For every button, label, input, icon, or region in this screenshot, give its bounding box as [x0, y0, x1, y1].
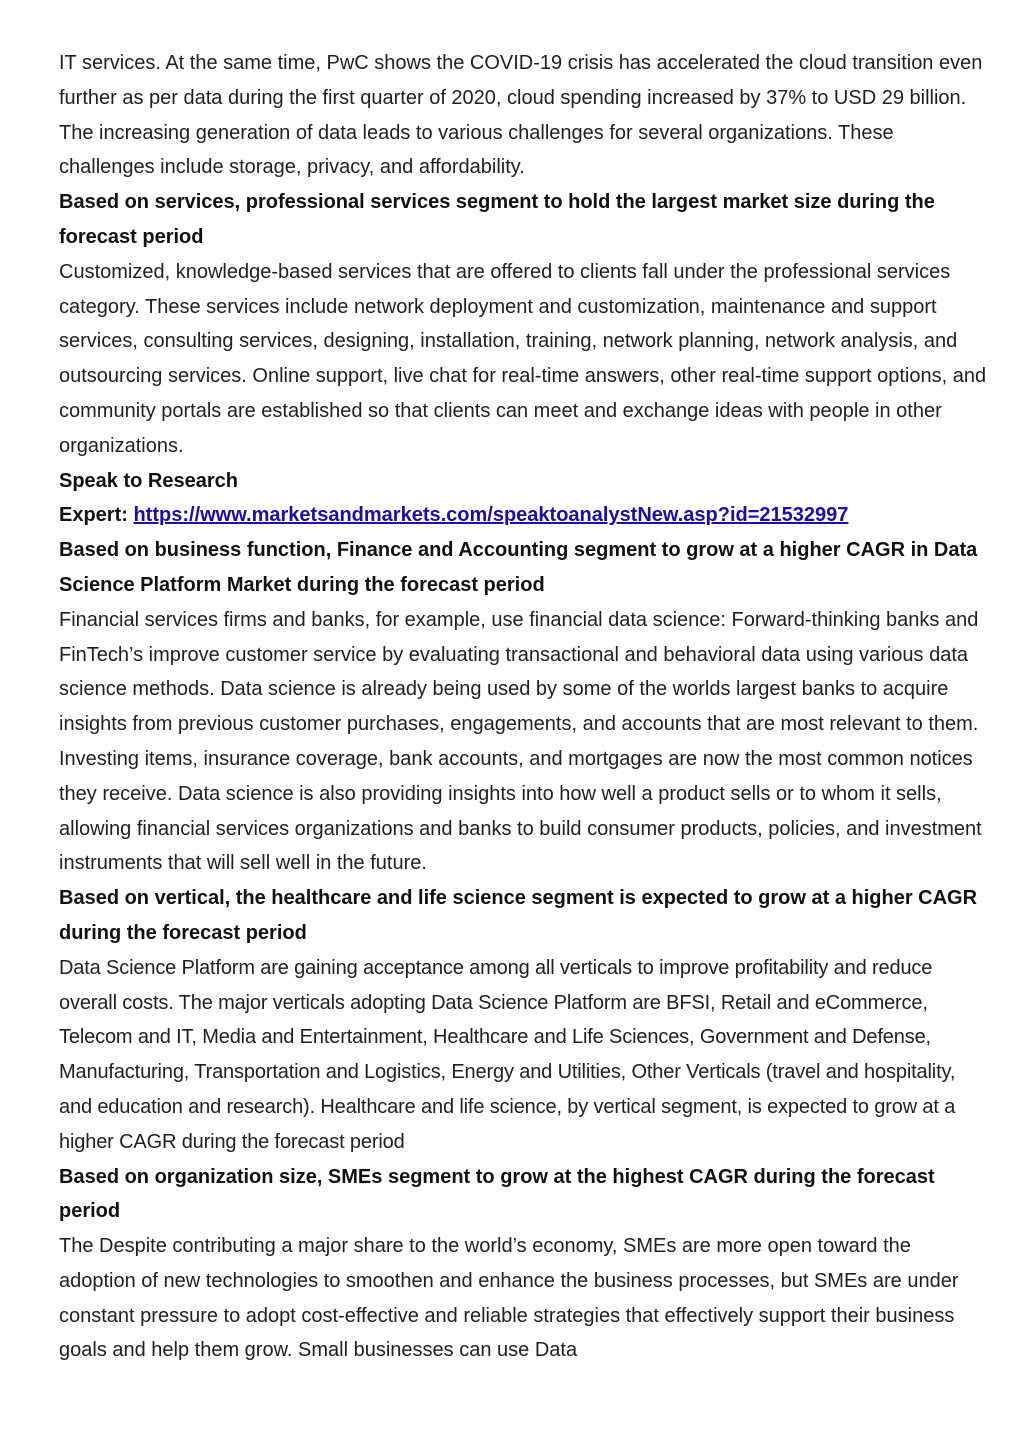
body-paragraph-cloud-spending: IT services. At the same time, PwC shows the COVID-19 crisis has accelerated the cloud transition even further as per data during the first quarter of 2020, cloud spending increased by 37% to USD 29 billion. The increasing generation of data leads to various challenges for several organizations. These challenges include storage, privacy, and affordability. [59, 52, 983, 179]
expert-label: Expert: [59, 504, 134, 527]
body-paragraph-smes: The Despite contributing a major share to the world’s economy, SMEs are more open toward the adoption of new technologies to smoothen and enhance the business processes, but SMEs are under constant pressure to adopt cost-effective and reliable strategies that effectively support their business goals and help them grow. Small businesses can use Data [59, 1235, 959, 1362]
body-paragraph-verticals: Data Science Platform are gaining acceptance among all verticals to improve profitability and reduce overall costs. The major verticals adopting Data Science Platform are BFSI, Retail and eCommerce, Telecom and IT, Media and Entertainment, Healthcare and Life Sciences, Government and Defense, Manufacturing, Transportation and Logistics, Energy and Utilities, Other Verticals (travel and hospitality, and education and research). Healthcare and life science, by vertical segment, is expected to grow at a higher CAGR during the forecast period [59, 956, 956, 1153]
analyst-link[interactable]: https://www.marketsandmarkets.com/speaktoanalystNew.asp?id=21532997 [133, 504, 849, 527]
body-paragraph-professional-services: Customized, knowledge-based services that are offered to clients fall under the professional services category. These services include network deployment and customization, maintenance and support services, consulting services, designing, installation, training, network planning, network analysis, and outsourcing services. Online support, live chat for real-time answers, other real-time support options, and community portals are established so that clients can meet and exchange ideas with people in other organizations. [59, 260, 987, 457]
speak-to-research-label: Speak to Research [59, 469, 238, 492]
section-heading-organization-size: Based on organization size, SMEs segment to grow at the highest CAGR during the forecast period [59, 1165, 935, 1223]
document-page [59, 46, 989, 1368]
section-heading-business-function: Based on business function, Finance and Accounting segment to grow at a higher CAGR in Data Science Platform Market during the forecast period [59, 539, 978, 596]
body-paragraph-finance: Financial services firms and banks, for example, use financial data science: Forward-thinking banks and FinTech’s improve customer service by evaluating transactional and behavioral data using various data science methods. Data science is already being used by some of the worlds largest banks to acquire insights from previous customer purchases, engagements, and accounts that are most relevant to them. Investing items, insurance coverage, bank accounts, and mortgages are now the most common notices they receive. Data science is also providing insights into how well a product sells or to whom it sells, allowing financial services organizations and banks to build consumer products, policies, and investment instruments that will sell well in the future. [59, 608, 982, 875]
expert-line [59, 498, 989, 533]
section-heading-vertical: Based on vertical, the healthcare and life science segment is expected to grow at a higher CAGR during the forecast period [59, 887, 978, 944]
section-heading-services: Based on services, professional services segment to hold the largest market size during the forecast period [59, 191, 935, 248]
